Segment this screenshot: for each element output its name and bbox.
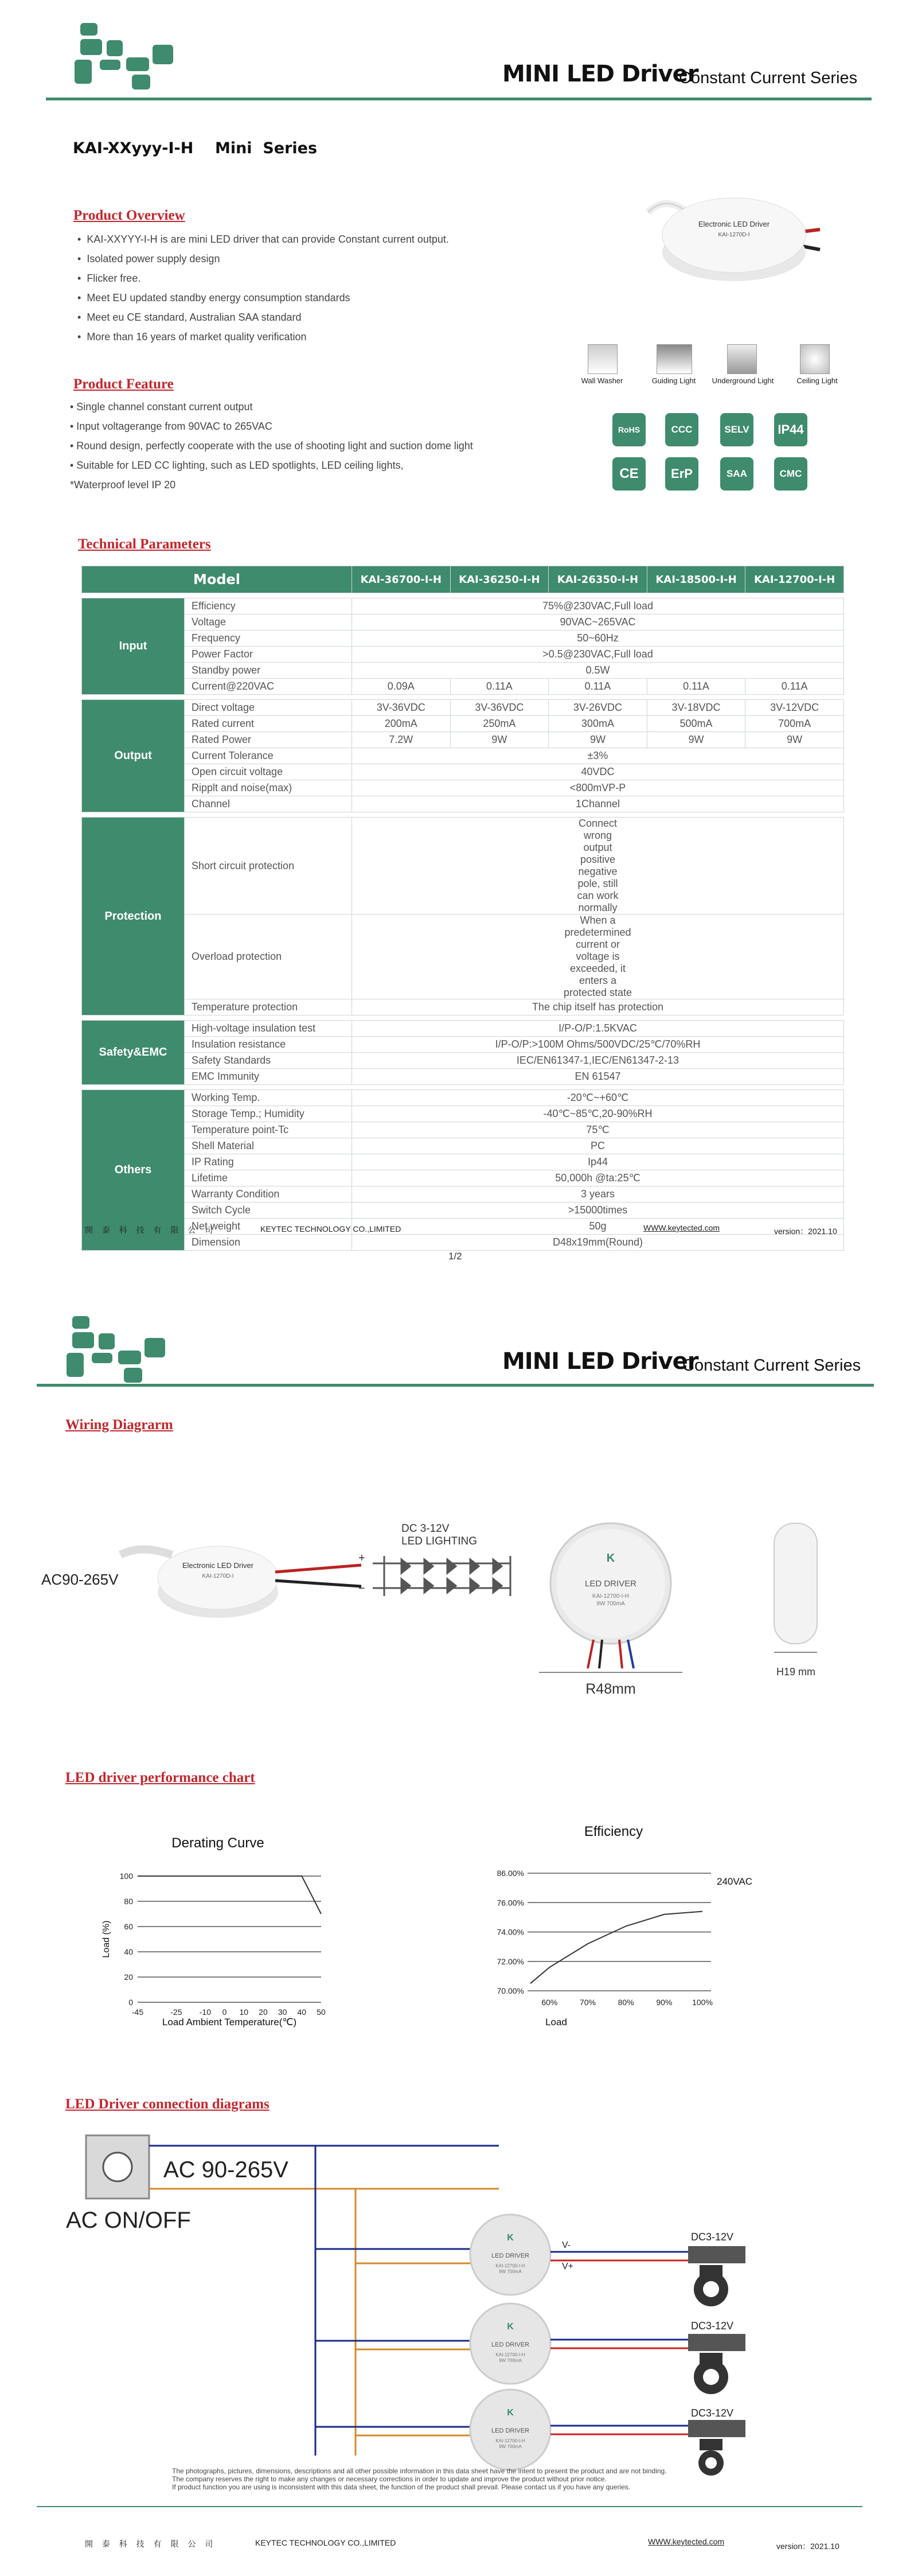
ccc-icon: CCC xyxy=(665,413,698,446)
y-tick-label: 0 xyxy=(128,1998,133,2007)
table-row: IP Rating Ip44 xyxy=(82,1154,844,1170)
footer-version: version：2021.10 xyxy=(774,1227,837,1236)
x-tick-label: 50 xyxy=(317,2007,326,2017)
underground-light-icon xyxy=(727,344,757,374)
svg-text:9W 700mA: 9W 700mA xyxy=(499,2444,522,2449)
svg-text:Electronic LED Driver: Electronic LED Driver xyxy=(182,1561,254,1570)
footer-company-cn: 開 泰 科 技 有 限 公 司 xyxy=(85,1225,217,1235)
y-tick-label: 60 xyxy=(124,1922,133,1931)
footer-company-en-2: KEYTEC TECHNOLOGY CO.,LIMITED xyxy=(255,2538,396,2547)
svg-text:AC90-265V: AC90-265V xyxy=(41,1571,119,1588)
svg-text:V+: V+ xyxy=(562,2262,574,2271)
footer-website[interactable]: WWW.keytected.com xyxy=(643,1223,720,1232)
company-logo xyxy=(67,1315,167,1387)
list-item: • Suitable for LED CC lighting, such as LED spotlights, LED ceiling lights, xyxy=(70,460,404,471)
list-item: • Input voltagerange from 90VAC to 265VAC xyxy=(70,421,272,432)
table-row: Channel 1Channel xyxy=(82,796,844,812)
list-item: • Single channel constant current output xyxy=(70,401,253,413)
svg-text:9W 700mA: 9W 700mA xyxy=(596,1601,625,1607)
table-row: Safety Standards IEC/EN61347-1,IEC/EN61347-2-13 xyxy=(82,1053,844,1069)
y-axis-label: Load (%) xyxy=(101,1920,111,1958)
x-tick-label: 20 xyxy=(259,2007,268,2017)
table-row: Frequency 50~60Hz xyxy=(82,631,844,647)
feature-list xyxy=(70,397,586,495)
application-icons xyxy=(579,344,849,384)
selv-icon: SELV xyxy=(720,413,753,446)
svg-text:H19 mm: H19 mm xyxy=(776,1666,816,1678)
table-row: Temperature point-Tc 75℃ xyxy=(82,1122,844,1138)
table-row: Storage Temp.; Humidity -40℃~85℃,20-90%RH xyxy=(82,1106,844,1122)
rohs-icon: RoHS xyxy=(612,413,646,446)
svg-text:LED LIGHTING: LED LIGHTING xyxy=(401,1535,477,1547)
svg-text:KAI-1270D-I: KAI-1270D-I xyxy=(718,232,750,238)
x-tick-label: -25 xyxy=(170,2007,182,2017)
group-input: Input xyxy=(82,598,185,695)
svg-text:9W 700mA: 9W 700mA xyxy=(499,2269,522,2274)
svg-text:K: K xyxy=(606,1552,615,1565)
x-tick-label: 0 xyxy=(222,2007,227,2017)
product-photo xyxy=(631,172,849,310)
chart-title: Efficiency xyxy=(584,1824,643,1839)
x-tick-label: -10 xyxy=(199,2007,212,2017)
svg-text:K: K xyxy=(507,2408,514,2418)
y-tick-label: 70.00% xyxy=(497,1986,524,1995)
footer-website-2[interactable]: WWW.keytected.com xyxy=(648,2537,725,2546)
app-label: Guiding Light xyxy=(651,376,696,385)
series-line xyxy=(530,1912,702,1984)
y-tick-label: 40 xyxy=(124,1947,133,1956)
table-row: Insulation resistance I/P-O/P:>100M Ohms/500VDC/25℃/70%RH xyxy=(82,1037,844,1053)
x-tick-label: 100% xyxy=(692,1998,713,2007)
svg-text:Electronic LED Driver: Electronic LED Driver xyxy=(698,220,770,228)
x-axis-label: Load Ambient Temperature(℃) xyxy=(162,2017,297,2028)
table-row: Ripplt and noise(max) <800mVP-P xyxy=(82,780,844,796)
list-item: • Isolated power supply design xyxy=(77,253,220,264)
guiding-light-icon xyxy=(657,344,692,374)
list-item: • Flicker free. xyxy=(77,273,141,284)
table-row: Rated Power 7.2W 9W 9W 9W 9W xyxy=(82,732,844,748)
feature-title: Product Feature xyxy=(73,376,174,392)
svg-text:R48mm: R48mm xyxy=(585,1681,636,1697)
driver-unit xyxy=(315,2303,745,2394)
derating-chart xyxy=(86,1830,338,2031)
table-row: Current Tolerance ±3% xyxy=(82,748,844,764)
svg-text:KAI-12700-I-H: KAI-12700-I-H xyxy=(495,2263,525,2268)
header-rule-2 xyxy=(37,1384,874,1387)
table-row: Protection Short circuit protection Connect wrong output positive negative pole, still can work normally xyxy=(82,818,844,915)
connection-title: LED Driver connection diagrams xyxy=(65,2096,270,2112)
table-row: Safety&EMC High-voltage insulation test I/P-O/P:1.5KVAC xyxy=(82,1021,844,1037)
driver-unit xyxy=(315,2215,745,2306)
connection-diagram xyxy=(57,2123,803,2478)
company-logo xyxy=(75,22,175,94)
ceiling-light-icon xyxy=(800,344,830,374)
y-tick-label: 76.00% xyxy=(497,1898,524,1908)
x-tick-label: 40 xyxy=(297,2007,307,2017)
y-tick-label: 80 xyxy=(124,1897,133,1906)
page-number: 1/2 xyxy=(448,1251,462,1262)
header-subtitle-2: Constant Current Series xyxy=(682,1356,861,1375)
group-others: Others xyxy=(82,1090,185,1251)
list-item: • More than 16 years of market quality verification xyxy=(77,331,307,343)
svg-text:+: + xyxy=(358,1552,365,1565)
table-row: EMC Immunity EN 61547 xyxy=(82,1069,844,1085)
cmc-icon: CMC xyxy=(774,457,807,491)
x-tick-label: 10 xyxy=(239,2007,249,2017)
model-name: KAI-18500-I-H xyxy=(647,566,745,593)
table-row: Power Factor >0.5@230VAC,Full load xyxy=(82,647,844,663)
list-item: *Waterproof level IP 20 xyxy=(70,479,176,491)
x-tick-label: 70% xyxy=(579,1998,596,2007)
list-item: • Meet eu CE standard, Australian SAA standard xyxy=(77,312,302,323)
svg-text:K: K xyxy=(507,2233,514,2243)
app-label: Wall Washer xyxy=(581,376,623,385)
driver-unit xyxy=(315,2390,745,2476)
app-label: Underground Light xyxy=(712,376,774,385)
svg-text:AC ON/OFF: AC ON/OFF xyxy=(66,2208,191,2233)
svg-text:KAI-1270D-I: KAI-1270D-I xyxy=(202,1573,234,1579)
table-row: Voltage 90VAC~265VAC xyxy=(82,614,844,631)
y-tick-label: 86.00% xyxy=(497,1869,524,1878)
svg-text:9W 700mA: 9W 700mA xyxy=(499,2358,522,2363)
svg-text:LED DRIVER: LED DRIVER xyxy=(491,2252,530,2259)
x-tick-label: 90% xyxy=(656,1998,673,2007)
table-row: Input Efficiency 75%@230VAC,Full load xyxy=(82,598,844,614)
ip44-icon: IP44 xyxy=(774,413,807,446)
header-subtitle: Constant Current Series xyxy=(679,69,858,87)
overview-title: Product Overview xyxy=(73,208,185,223)
table-row: Lifetime 50,000h @ta:25℃ xyxy=(82,1170,844,1186)
perf-title: LED driver performance chart xyxy=(65,1770,255,1785)
list-item: • Round design, perfectly cooperate with the use of shooting light and suction dome light xyxy=(70,440,473,452)
tech-title: Technical Parameters xyxy=(78,536,211,552)
series-label: 240VAC xyxy=(717,1876,753,1887)
saa-icon: SAA xyxy=(720,457,753,491)
table-row: Switch Cycle >15000times xyxy=(82,1203,844,1219)
x-tick-label: -45 xyxy=(131,2007,144,2017)
chart-title: Derating Curve xyxy=(171,1835,264,1851)
group-output: Output xyxy=(82,700,185,812)
list-item: • Meet EU updated standby energy consumption standards xyxy=(77,292,350,303)
footer-company-cn-2: 開 泰 科 技 有 限 公 司 xyxy=(85,2539,217,2548)
svg-text:LED DRIVER: LED DRIVER xyxy=(491,2341,530,2348)
x-tick-label: 80% xyxy=(618,1998,634,2007)
model-heading: KAI-XXyyy-I-H Mini Series xyxy=(73,139,318,157)
table-row: Output Direct voltage 3V-36VDC 3V-36VDC 3V-26VDC 3V-18VDC 3V-12VDC xyxy=(82,700,844,716)
model-name: KAI-26350-I-H xyxy=(549,566,647,593)
list-item: • KAI-XXYYY-I-H is are mini LED driver that can provide Constant current output. xyxy=(77,234,449,245)
svg-text:−: − xyxy=(358,1582,365,1595)
table-row: Temperature protection The chip itself has protection xyxy=(82,999,844,1015)
y-tick-label: 74.00% xyxy=(497,1927,524,1937)
wiring-diagram xyxy=(34,1515,872,1721)
table-row: Open circuit voltage 40VDC xyxy=(82,764,844,780)
header-title-2: MINI LED Driver xyxy=(502,1348,698,1375)
svg-text:K: K xyxy=(507,2322,514,2332)
overview-list xyxy=(77,229,593,347)
table-row: Others Working Temp. -20℃~+60℃ xyxy=(82,1090,844,1106)
model-name: KAI-36700-I-H xyxy=(352,566,451,593)
disclaimer: The photographs, pictures, dimensions, descriptions and all other possible information in this data sheet have the intent to present the product and are not binding. The company reserves the right to make any changes or necessary corrections in order to update and improve the product without prior notice. If product function you are using is inconsistent with this data sheet, the function of the product shall prevail. Please contact us if you have any queries. xyxy=(172,2467,667,2491)
model-name: KAI-36250-I-H xyxy=(450,566,549,593)
header-rule xyxy=(46,98,872,100)
svg-text:AC 90-265V: AC 90-265V xyxy=(163,2157,288,2182)
footer-version-2: version：2021.10 xyxy=(776,2542,839,2551)
model-name: KAI-12700-I-H xyxy=(745,566,844,593)
svg-text:V-: V- xyxy=(562,2240,571,2250)
wiring-title: Wiring Diagrarm xyxy=(65,1417,173,1433)
x-tick-label: 30 xyxy=(278,2007,287,2017)
svg-text:DC 3-12V: DC 3-12V xyxy=(401,1523,450,1535)
table-header-row xyxy=(82,566,844,593)
y-tick-label: 72.00% xyxy=(497,1956,524,1966)
group-safety: Safety&EMC xyxy=(82,1021,185,1085)
table-row: Dimension D48x19mm(Round) xyxy=(82,1235,844,1251)
table-row: Overload protection When a predetermined current or voltage is exceeded, it enters a protected state xyxy=(82,915,844,999)
x-tick-label: 60% xyxy=(541,1998,558,2007)
x-axis-label: Load xyxy=(545,2017,567,2028)
table-row: Shell Material PC xyxy=(82,1138,844,1154)
wall-washer-icon xyxy=(588,344,618,374)
svg-text:KAI-12700-I-H: KAI-12700-I-H xyxy=(592,1593,629,1600)
table-row: Warranty Condition 3 years xyxy=(82,1186,844,1203)
series-line xyxy=(138,1876,321,1914)
table-row: Rated current 200mA 250mA 300mA 500mA 700mA xyxy=(82,716,844,732)
parameter-table xyxy=(81,566,844,1251)
y-tick-label: 20 xyxy=(124,1972,133,1982)
group-protection: Protection xyxy=(82,818,185,1015)
svg-text:DC3-12V: DC3-12V xyxy=(691,2231,734,2243)
efficiency-chart xyxy=(470,1819,757,2031)
footer-company-en: KEYTEC TECHNOLOGY CO.,LIMITED xyxy=(260,1224,401,1233)
svg-text:LED DRIVER: LED DRIVER xyxy=(584,1579,637,1589)
svg-text:KAI-12700-I-H: KAI-12700-I-H xyxy=(495,2438,525,2443)
svg-text:KAI-12700-I-H: KAI-12700-I-H xyxy=(495,2352,525,2357)
table-row: Standby power 0.5W xyxy=(82,663,844,679)
table-row: Net weight 50g xyxy=(82,1219,844,1235)
svg-text:DC3-12V: DC3-12V xyxy=(691,2320,734,2332)
svg-text:DC3-12V: DC3-12V xyxy=(691,2407,734,2419)
svg-text:LED DRIVER: LED DRIVER xyxy=(491,2427,530,2434)
model-header: Model xyxy=(82,566,352,593)
y-tick-label: 100 xyxy=(119,1871,133,1881)
app-label: Ceiling Light xyxy=(796,376,838,385)
footer-rule xyxy=(37,2506,862,2507)
ce-icon: CE xyxy=(612,457,646,491)
erp-icon: ErP xyxy=(665,457,698,491)
header-title: MINI LED Driver xyxy=(502,61,698,87)
table-row: Current@220VAC 0.09A 0.11A 0.11A 0.11A 0.11A xyxy=(82,679,844,695)
